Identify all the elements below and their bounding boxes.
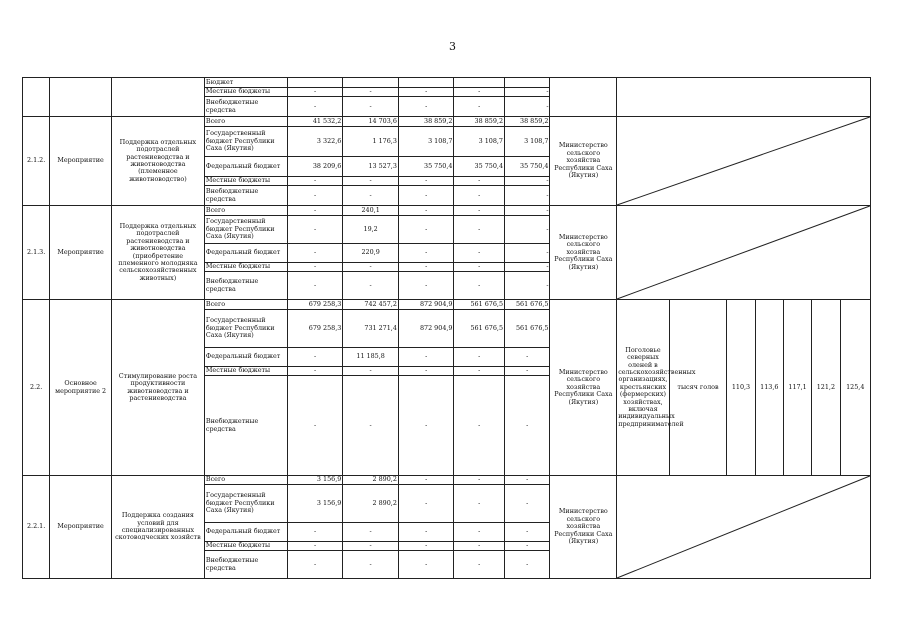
value-cell: - xyxy=(454,88,505,97)
row-type: Основное мероприятие 2 xyxy=(50,300,112,476)
value-cell: - xyxy=(287,88,343,97)
value-cell: - xyxy=(343,186,399,206)
value-cell: - xyxy=(287,177,343,186)
source-label: Всего xyxy=(204,476,287,485)
source-label: Местные бюджеты xyxy=(204,177,287,186)
value-cell: - xyxy=(343,542,399,551)
source-label: Государственный бюджет Республики Саха (Якутия) xyxy=(204,216,287,244)
indicator-value: 113,6 xyxy=(755,300,783,476)
value-cell: 3 156,9 xyxy=(287,476,343,485)
value-cell: - xyxy=(505,476,550,485)
value-cell: - xyxy=(287,542,343,551)
value-cell: - xyxy=(287,272,343,300)
value-cell: - xyxy=(505,551,550,579)
value-cell: 38 859,2 xyxy=(454,117,505,127)
table-row xyxy=(23,117,871,127)
value-cell: - xyxy=(505,177,550,186)
value-cell: - xyxy=(505,542,550,551)
indicator-value: 110,3 xyxy=(727,300,755,476)
value-cell: 38 209,6 xyxy=(287,157,343,177)
value-cell: - xyxy=(454,97,505,117)
value-cell: - xyxy=(505,186,550,206)
value-cell: - xyxy=(398,523,454,542)
value-cell: - xyxy=(287,206,343,216)
value-cell: 13 527,3 xyxy=(343,157,399,177)
value-cell: - xyxy=(398,367,454,376)
executor: Министерство сельского хозяйства Республики Саха (Якутия) xyxy=(550,206,617,300)
value-cell: 35 750,4 xyxy=(398,157,454,177)
value-cell: - xyxy=(454,272,505,300)
value-cell: - xyxy=(454,476,505,485)
value-cell: - xyxy=(505,263,550,272)
value-cell: 3 108,7 xyxy=(398,127,454,157)
row-code: 2.1.2. xyxy=(23,117,50,206)
value-cell: 561 676,5 xyxy=(505,300,550,310)
program-table xyxy=(22,77,871,579)
value-cell: - xyxy=(398,376,454,476)
source-label: Местные бюджеты xyxy=(204,367,287,376)
value-cell: - xyxy=(343,272,399,300)
source-label: Внебюджетные средства xyxy=(204,376,287,476)
table-row xyxy=(23,206,871,216)
table-row xyxy=(23,300,871,310)
source-label: Внебюджетные средства xyxy=(204,551,287,579)
value-cell: - xyxy=(505,348,550,367)
source-label: Федеральный бюджет xyxy=(204,523,287,542)
value-cell: 41 532,2 xyxy=(287,117,343,127)
value-cell: - xyxy=(343,263,399,272)
value-cell: - xyxy=(454,542,505,551)
source-label: Федеральный бюджет xyxy=(204,348,287,367)
value-cell: - xyxy=(454,186,505,206)
value-cell: - xyxy=(287,367,343,376)
source-label: Государственный бюджет Республики Саха (Якутия) xyxy=(204,310,287,348)
executor: Министерство сельского хозяйства Республики Саха (Якутия) xyxy=(550,476,617,579)
indicator-name: Поголовье северных оленей в сельскохозяйственных организациях, крестьянских (фермерских) хозяйствах, включая индивидуальных предпринимателей xyxy=(617,300,670,476)
value-cell: 872 904,9 xyxy=(398,300,454,310)
row-type: Мероприятие xyxy=(50,206,112,300)
source-label: Бюджет xyxy=(204,78,287,88)
value-cell: 38 859,2 xyxy=(398,117,454,127)
value-cell: - xyxy=(454,263,505,272)
value-cell: 35 750,4 xyxy=(454,157,505,177)
value-cell: - xyxy=(454,367,505,376)
value-cell: 2 890,2 xyxy=(343,485,399,523)
value-cell: 742 457,2 xyxy=(343,300,399,310)
value-cell: - xyxy=(454,177,505,186)
value-cell: 872 904,9 xyxy=(398,310,454,348)
value-cell: 38 859,2 xyxy=(505,117,550,127)
value-cell: - xyxy=(398,551,454,579)
value-cell: 3 156,9 xyxy=(287,485,343,523)
value-cell: - xyxy=(343,367,399,376)
value-cell: - xyxy=(287,348,343,367)
value-cell: 679 258,3 xyxy=(287,310,343,348)
row-name: Стимулирование роста продуктивности животноводства и растениеводства xyxy=(111,300,204,476)
row-name: Поддержка отдельных подотраслей растениеводства и животноводства (племенное животноводство) xyxy=(111,117,204,206)
value-cell: - xyxy=(398,206,454,216)
value-cell: 220,9 xyxy=(343,244,399,263)
table-row xyxy=(23,78,871,88)
indicator-value: 125,4 xyxy=(840,300,870,476)
value-cell: - xyxy=(398,348,454,367)
value-cell: - xyxy=(398,263,454,272)
value-cell: 11 185,8 xyxy=(343,348,399,367)
value-cell: - xyxy=(287,376,343,476)
row-type: Мероприятие xyxy=(50,476,112,579)
value-cell: - xyxy=(343,97,399,117)
value-cell: 1 176,3 xyxy=(343,127,399,157)
value-cell: - xyxy=(454,206,505,216)
source-label: Всего xyxy=(204,300,287,310)
value-cell: - xyxy=(398,476,454,485)
source-label: Государственный бюджет Республики Саха (Якутия) xyxy=(204,485,287,523)
row-type: Мероприятие xyxy=(50,117,112,206)
value-cell: 679 258,3 xyxy=(287,300,343,310)
value-cell: - xyxy=(454,216,505,244)
row-code: 2.2.1. xyxy=(23,476,50,579)
value-cell: 561 676,5 xyxy=(454,300,505,310)
value-cell: - xyxy=(343,523,399,542)
value-cell: - xyxy=(398,88,454,97)
source-label: Внебюджетные средства xyxy=(204,272,287,300)
source-label: Всего xyxy=(204,117,287,127)
row-name: Поддержка создания условий для специализированных скотоводческих хозяйств xyxy=(111,476,204,579)
value-cell: 561 676,5 xyxy=(505,310,550,348)
value-cell: 3 322,6 xyxy=(287,127,343,157)
value-cell: - xyxy=(287,186,343,206)
source-label: Внебюджетные средства xyxy=(204,97,287,117)
value-cell: - xyxy=(454,551,505,579)
value-cell: 19,2 xyxy=(343,216,399,244)
value-cell: 3 108,7 xyxy=(505,127,550,157)
indicator-value: 117,1 xyxy=(783,300,811,476)
value-cell: - xyxy=(398,485,454,523)
row-code: 2.2. xyxy=(23,300,50,476)
value-cell: - xyxy=(343,88,399,97)
value-cell: - xyxy=(454,376,505,476)
diagonal-cell xyxy=(617,476,871,579)
value-cell: - xyxy=(505,244,550,263)
value-cell: - xyxy=(287,551,343,579)
value-cell: - xyxy=(398,97,454,117)
value-cell: - xyxy=(343,177,399,186)
value-cell: - xyxy=(505,206,550,216)
value-cell: - xyxy=(505,485,550,523)
diagonal-cell xyxy=(617,206,871,300)
indicator-unit: тысяч голов xyxy=(669,300,727,476)
value-cell: - xyxy=(505,367,550,376)
value-cell: - xyxy=(398,272,454,300)
value-cell: - xyxy=(398,216,454,244)
source-label: Местные бюджеты xyxy=(204,542,287,551)
value-cell: 561 676,5 xyxy=(454,310,505,348)
value-cell: - xyxy=(454,244,505,263)
indicator-value: 121,2 xyxy=(812,300,840,476)
source-label: Местные бюджеты xyxy=(204,263,287,272)
value-cell: - xyxy=(343,551,399,579)
row-code: 2.1.3. xyxy=(23,206,50,300)
value-cell: - xyxy=(398,244,454,263)
value-cell: - xyxy=(287,216,343,244)
value-cell: - xyxy=(398,186,454,206)
value-cell: - xyxy=(343,376,399,476)
value-cell: - xyxy=(287,244,343,263)
value-cell: 35 750,4 xyxy=(505,157,550,177)
value-cell: - xyxy=(505,272,550,300)
executor: Министерство сельского хозяйства Республики Саха (Якутия) xyxy=(550,117,617,206)
value-cell: 3 108,7 xyxy=(454,127,505,157)
value-cell: - xyxy=(287,263,343,272)
page-number: 3 xyxy=(449,40,456,53)
value-cell: 731 271,4 xyxy=(343,310,399,348)
diagonal-cell xyxy=(617,117,871,206)
value-cell: - xyxy=(505,376,550,476)
value-cell: 14 703,6 xyxy=(343,117,399,127)
value-cell: - xyxy=(454,485,505,523)
executor: Министерство сельского хозяйства Республики Саха (Якутия) xyxy=(550,300,617,476)
value-cell: 2 890,2 xyxy=(343,476,399,485)
value-cell: - xyxy=(398,542,454,551)
value-cell: - xyxy=(287,97,343,117)
value-cell: - xyxy=(505,97,550,117)
value-cell: - xyxy=(505,88,550,97)
source-label: Федеральный бюджет xyxy=(204,157,287,177)
value-cell: - xyxy=(454,523,505,542)
value-cell: - xyxy=(505,216,550,244)
source-label: Местные бюджеты xyxy=(204,88,287,97)
value-cell: - xyxy=(454,348,505,367)
value-cell: - xyxy=(287,523,343,542)
table-row xyxy=(23,476,871,485)
source-label: Внебюджетные средства xyxy=(204,186,287,206)
value-cell: - xyxy=(505,523,550,542)
source-label: Государственный бюджет Республики Саха (Якутия) xyxy=(204,127,287,157)
value-cell: 240,1 xyxy=(343,206,399,216)
source-label: Всего xyxy=(204,206,287,216)
source-label: Федеральный бюджет xyxy=(204,244,287,263)
row-name: Поддержка отдельных подотраслей растениеводства и животноводства (приобретение племенного молодняка сельскохозяйственных животных) xyxy=(111,206,204,300)
value-cell: - xyxy=(398,177,454,186)
